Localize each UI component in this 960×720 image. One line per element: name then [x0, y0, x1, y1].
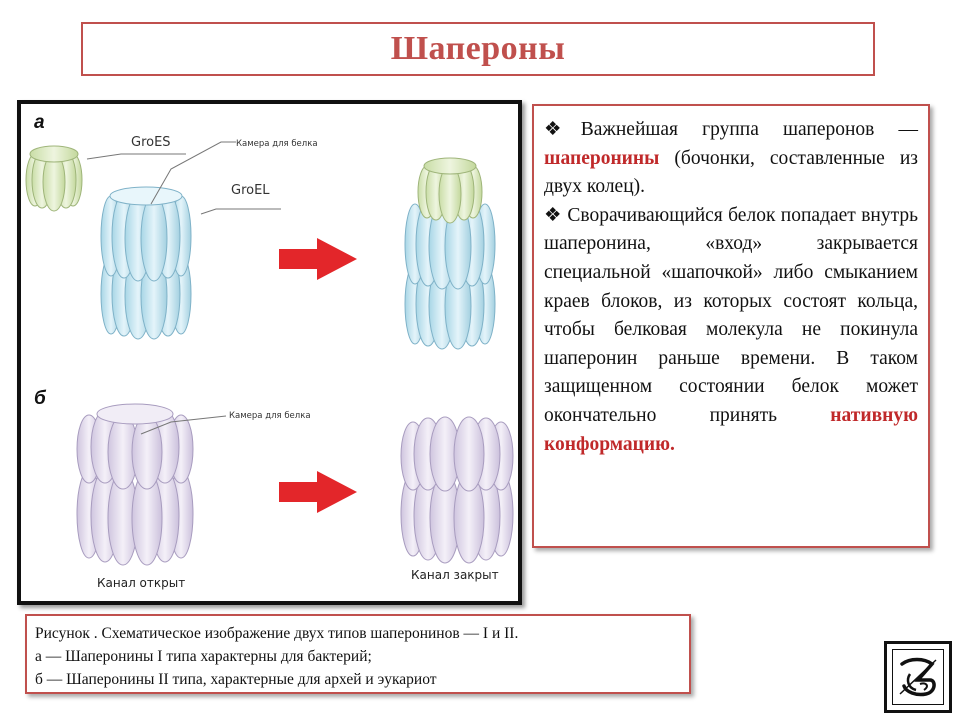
chaperonin-figure	[17, 100, 522, 605]
caption-line-2: а — Шаперонины I типа характерны для бактерий;	[35, 648, 372, 665]
logo-glyph-icon	[896, 654, 940, 700]
label-groel: GroEL	[231, 183, 270, 198]
label-chamber-b: Камера для белка	[229, 411, 311, 421]
slide-title: Шапероны	[390, 30, 566, 67]
paragraph-chaperonins: ❖Важнейшая группа шаперонов — шаперонины (бочонки, составленные из двух колец).	[544, 119, 918, 198]
diamond-bullet-icon: ❖	[544, 119, 581, 140]
type2-open	[77, 404, 193, 565]
figure-caption	[25, 614, 691, 694]
caption-line-3: б — Шаперонины II типа, характерные для архей и эукариот	[35, 671, 437, 688]
arrow-right-icon	[279, 238, 357, 280]
type2-closed	[401, 417, 513, 563]
label-groes: GroES	[131, 135, 171, 150]
label-chamber-a: Камера для белка	[236, 139, 318, 149]
paragraph-folding: ❖ Сворачивающийся белок попадает внутрь шаперонина, «вход» закрывается специальной «шапочкой» либо смыканием краев блоков, из которых состоят кольца, чтобы белковая молекула не покинула шаперонин раньше времени. В таком защищенном состоянии белок может окончательно принять нативную конформацию.	[544, 204, 919, 455]
groes-cap-closed	[418, 158, 482, 223]
caption-line-1: Рисунок . Схематическое изображение двух типов шаперонинов — I и II.	[35, 625, 519, 642]
figure-drawing	[21, 104, 518, 601]
label-channel-open: Канал открыт	[97, 576, 186, 590]
title-box	[81, 22, 875, 76]
description-text-box	[532, 104, 930, 548]
groel-barrel	[101, 187, 191, 339]
arrow-right-icon	[279, 471, 357, 513]
highlight-chaperonins: шаперонины	[544, 147, 660, 169]
highlight-native-conformation: нативную конформацию.	[544, 404, 918, 455]
panel-a-label: а	[34, 112, 45, 133]
label-channel-closed: Канал закрыт	[411, 568, 499, 582]
panel-b-label: б	[34, 388, 46, 409]
groes-cap	[26, 146, 82, 211]
groel-groes-complex	[405, 202, 495, 349]
monogram-logo-icon	[884, 641, 952, 713]
diamond-bullet-icon: ❖	[544, 204, 562, 226]
